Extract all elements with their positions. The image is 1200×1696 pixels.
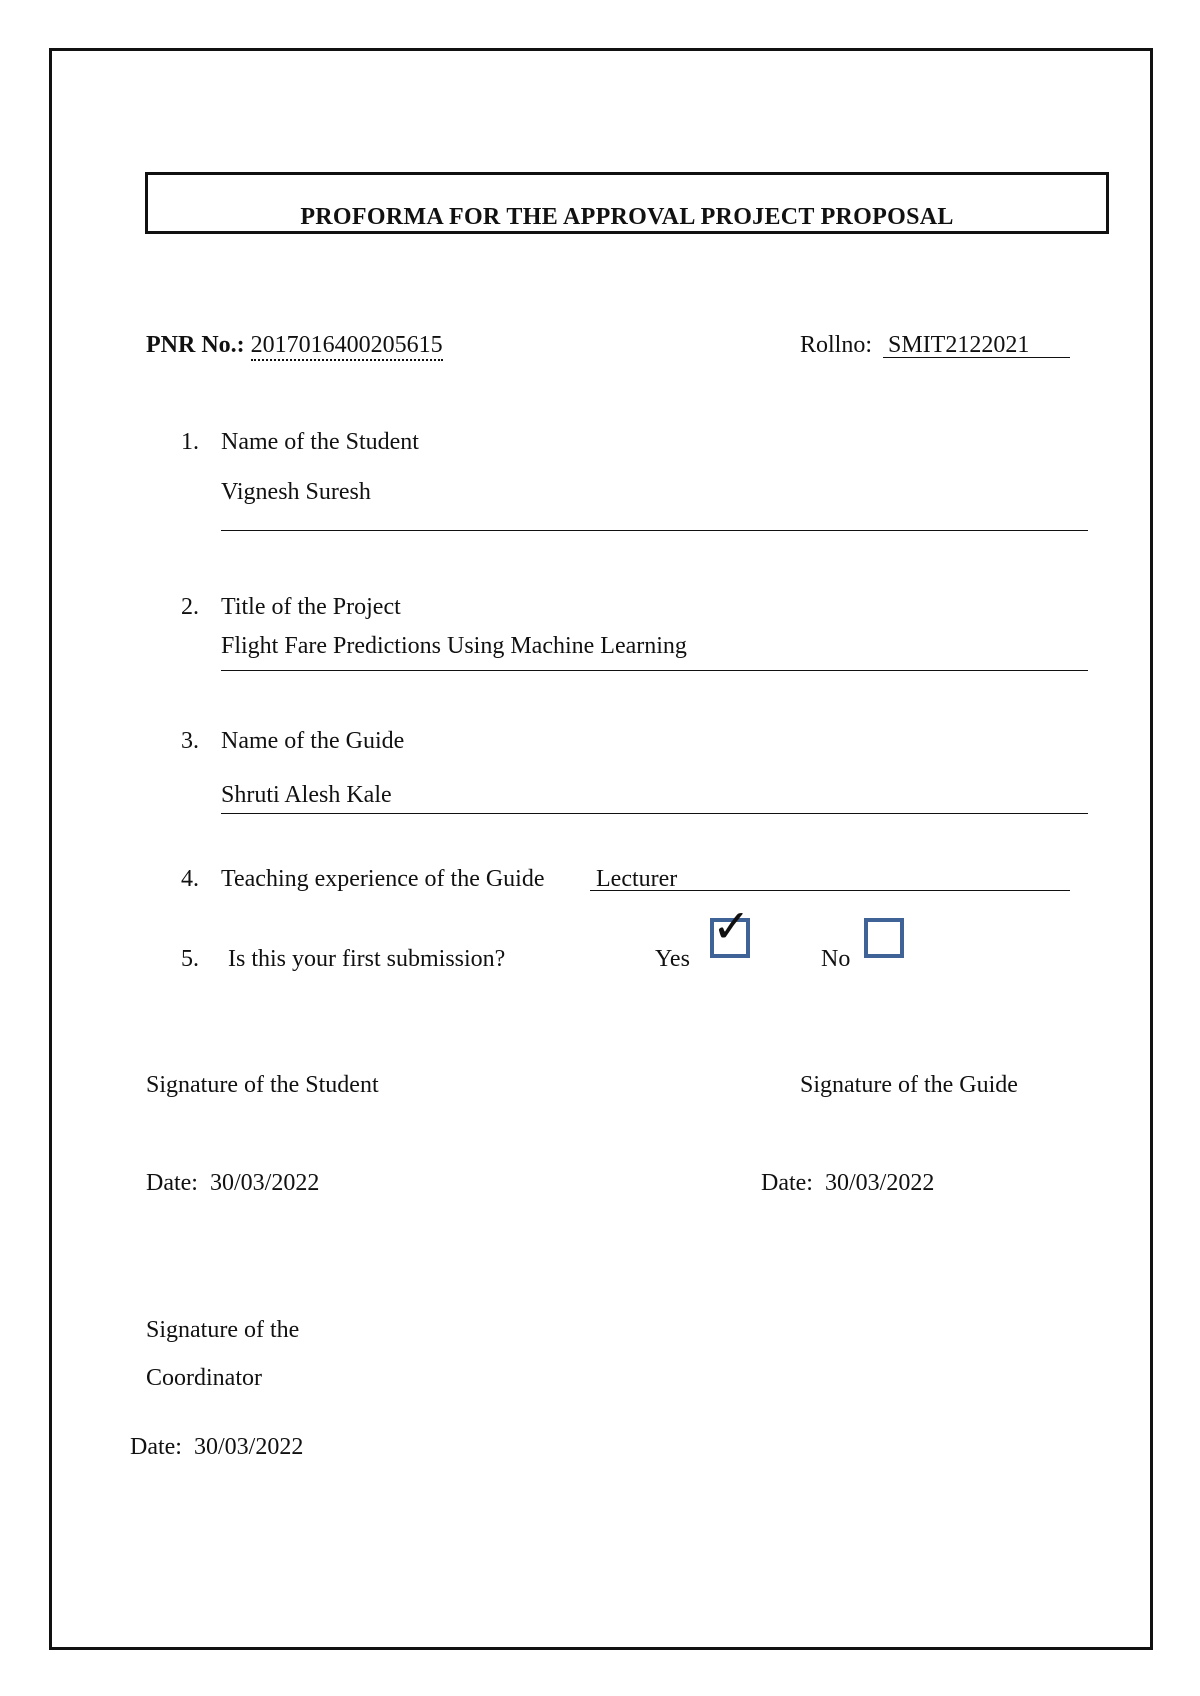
yes-label: Yes xyxy=(655,946,690,972)
guide-signature-label: Signature of the Guide xyxy=(800,1072,1018,1098)
item-2-label: Title of the Project xyxy=(221,594,401,620)
item-5-label: Is this your first submission? xyxy=(228,946,506,972)
checkmark-icon: ✓ xyxy=(712,899,751,953)
pnr-label: PNR No.: xyxy=(146,332,245,358)
item-1-number: 1. xyxy=(181,429,199,455)
pnr-value: 2017016400205615 xyxy=(251,332,443,361)
roll-value: SMIT2122021 xyxy=(888,332,1030,358)
coordinator-signature-label-line2: Coordinator xyxy=(146,1365,262,1391)
roll-label: Rollno: xyxy=(800,332,873,358)
student-date-label: Date: xyxy=(146,1170,198,1196)
title-box xyxy=(145,172,1109,234)
roll-underline xyxy=(883,357,1070,358)
item-2-number: 2. xyxy=(181,594,199,620)
project-title-line xyxy=(221,670,1088,671)
guide-date-value: 30/03/2022 xyxy=(824,1170,935,1196)
page-title: PROFORMA FOR THE APPROVAL PROJECT PROPOSAL xyxy=(300,204,954,230)
project-title-value: Flight Fare Predictions Using Machine Learning xyxy=(221,633,687,659)
student-date-value: 30/03/2022 xyxy=(209,1170,320,1196)
item-3-number: 3. xyxy=(181,728,199,754)
item-5-number: 5. xyxy=(181,946,199,972)
student-signature-label: Signature of the Student xyxy=(146,1072,379,1098)
student-name-value: Vignesh Suresh xyxy=(221,479,371,505)
page-border xyxy=(49,48,1153,1650)
coordinator-date xyxy=(130,1435,303,1459)
student-date xyxy=(146,1171,319,1195)
guide-name-line xyxy=(221,813,1088,814)
no-label: No xyxy=(821,946,851,972)
student-name-line xyxy=(221,530,1088,531)
coordinator-date-value: 30/03/2022 xyxy=(193,1434,304,1460)
guide-date-label: Date: xyxy=(761,1170,813,1196)
coordinator-date-label: Date: xyxy=(130,1434,182,1460)
item-4-label: Teaching experience of the Guide xyxy=(221,866,545,892)
item-4-number: 4. xyxy=(181,866,199,892)
guide-name-value: Shruti Alesh Kale xyxy=(221,782,392,808)
guide-experience-line xyxy=(590,890,1070,891)
guide-date xyxy=(761,1171,934,1195)
item-3-label: Name of the Guide xyxy=(221,728,405,754)
guide-experience-value: Lecturer xyxy=(596,866,678,892)
coordinator-signature-label-line1: Signature of the xyxy=(146,1317,300,1343)
item-1-label: Name of the Student xyxy=(221,429,419,455)
no-checkbox[interactable] xyxy=(864,918,904,958)
roll-row xyxy=(800,333,872,357)
pnr-row xyxy=(146,333,443,357)
